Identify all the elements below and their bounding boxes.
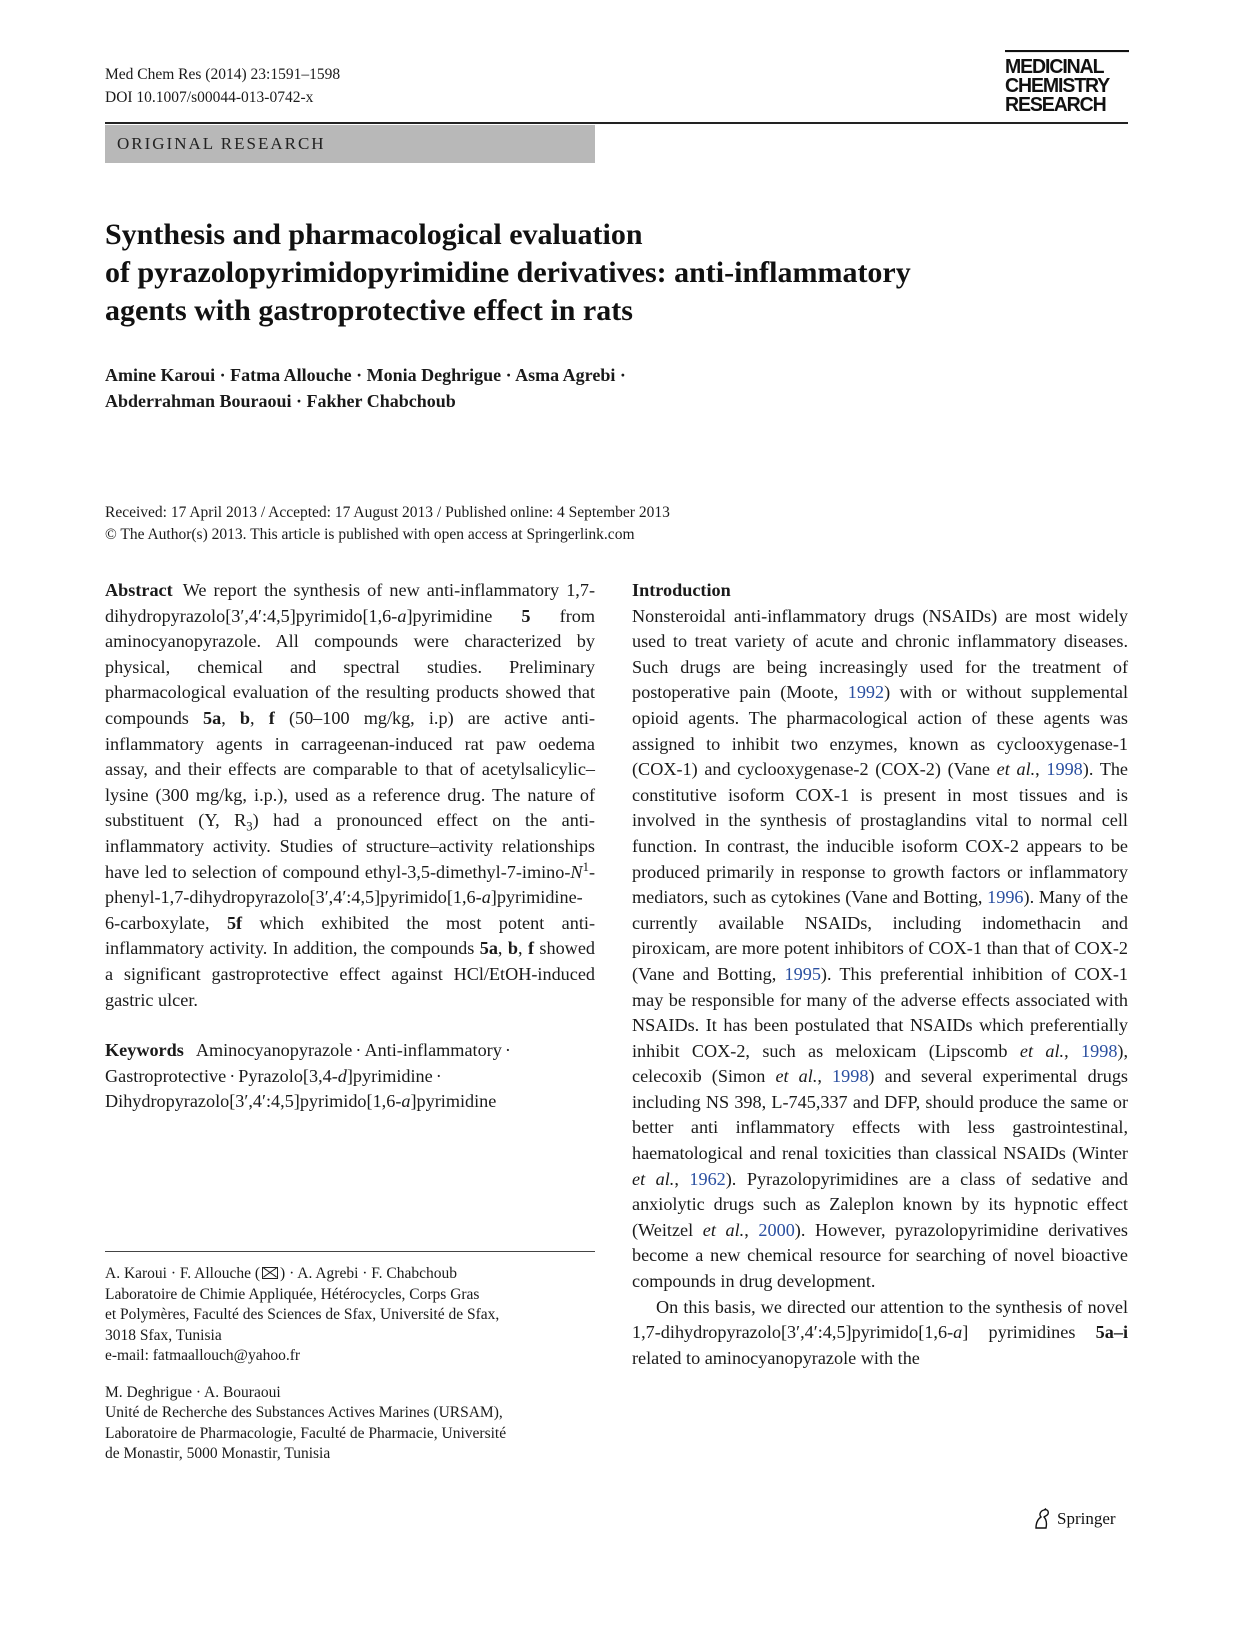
compound-label: b [239, 707, 251, 728]
springer-horse-icon [1032, 1508, 1052, 1530]
abstract-text: , [518, 938, 528, 959]
authors-line-2: Abderrahman Bouraoui · Fakher Chabchoub [105, 391, 456, 411]
compound-label: 5a [203, 707, 222, 728]
body-text: , [674, 1168, 690, 1189]
abstract-text: (50–100 mg/kg, i.p) are active anti-inflammatory agents in carrageenan-induced rat paw oedema assay, and their effects are comparable to that of acetylsalicylic–lysine (300 mg/kg, i.p.), used as a reference drug. The nature of substituent (Y, R [105, 707, 596, 831]
intro-paragraph-1 [632, 604, 1128, 1295]
article-history [105, 502, 1005, 546]
affiliation-text: A. Karoui · F. Allouche ( [105, 1265, 261, 1282]
header-rule [105, 122, 1128, 124]
abstract-text: from aminocyanopyrazole. All compounds were characterized by physical, chemical and spectral studies. Preliminary pharmacological evaluation of the resulting products showed that compounds [105, 605, 595, 728]
body-text: ). Many of the currently available NSAIDs, including indomethacin and piroxicam, are more potent inhibitors of COX-1 than that of COX-2 (Vane and Botting, [632, 887, 1129, 984]
intro-paragraph-2 [632, 1295, 1128, 1372]
citation-link[interactable]: 1998 [1081, 1040, 1118, 1061]
affiliation-text: Laboratoire de Chimie Appliquée, Hétérocycles, Corps Gras [105, 1285, 480, 1303]
body-text: ), celecoxib (Simon [632, 1040, 1129, 1087]
footnote-rule [105, 1251, 595, 1252]
logo-line-2: CHEMISTRY [1005, 74, 1110, 98]
abstract-text: N [570, 861, 583, 882]
compound-label: 5a–i [1095, 1322, 1128, 1343]
keyword: a [401, 1091, 411, 1112]
affiliation-text: de Monastir, 5000 Monastir, Tunisia [105, 1445, 331, 1462]
keywords [105, 1038, 595, 1115]
doi: DOI 10.1007/s00044-013-0742-x [105, 89, 314, 106]
body-text: a [953, 1322, 963, 1343]
corresponding-email[interactable]: e-mail: fatmaallouch@yahoo.fr [105, 1347, 301, 1364]
abstract-text: a [397, 605, 407, 626]
body-text: et al. [775, 1066, 818, 1087]
introduction-heading: Introduction [632, 580, 731, 600]
keyword: Pyrazolo[3,4- [238, 1065, 338, 1086]
affiliation-text: Unité de Recherche des Substances Actives Marines (URSAM), [105, 1404, 503, 1421]
subscript: 3 [246, 819, 253, 834]
citation-link[interactable]: 1998 [1046, 759, 1083, 780]
keyword: Anti-inflammatory [364, 1040, 502, 1061]
keyword-separator: · [355, 1040, 362, 1061]
citation-link[interactable]: 1962 [689, 1168, 726, 1189]
left-column [105, 578, 595, 1115]
keyword: Aminocyanopyrazole [195, 1040, 353, 1061]
affiliation-text: Laboratoire de Pharmacologie, Faculté de Pharmacie, Université [105, 1424, 507, 1442]
mail-icon [262, 1267, 278, 1279]
abstract-text: , [221, 707, 240, 728]
compound-label: 5a [479, 938, 498, 959]
abstract-text: , [250, 707, 269, 728]
body-text: On this basis, we directed our attention to the synthesis of novel 1,7-dihydropyrazolo[3′,4′:4,5]pyrimido[1,6- [632, 1296, 1128, 1343]
body-text: et al. [702, 1219, 745, 1240]
body-text: et al. [996, 759, 1036, 780]
abstract-text: , [497, 938, 508, 959]
body-text: ). However, pyrazolopyrimidine derivatives become a new chemical resource for searching of novel bioactive compounds in drug development. [632, 1219, 1128, 1292]
compound-label: f [268, 707, 275, 728]
body-text: , [744, 1219, 759, 1240]
body-text: ). The constitutive isoform COX-1 is present in most tissues and is involved in the synthesis of prostaglandins vital to normal cell function. In contrast, the inducible isoform COX-2 appears to be produced primarily in response to growth factors or inflammatory mediators, such as cytokines (Vane and Botting, [632, 759, 1128, 908]
affiliation-text: ) · A. Agrebi · F. Chabchoub [280, 1265, 458, 1282]
affiliations [105, 1264, 595, 1465]
abstract-text: a [481, 887, 491, 908]
citation-link[interactable]: 1992 [847, 682, 885, 703]
body-text: Nonsteroidal anti-inflammatory drugs (NSAIDs) are most widely used to treat variety of acute and chronic inflammatory diseases. Such drugs are being increasingly used for the treatment of postoperative pain (Moote, [632, 605, 1128, 703]
abstract-text: -phenyl-1,7-dihydropyrazolo[3′,4′:4,5]pyrimido[1,6- [105, 861, 595, 908]
keyword: Gastroprotective [105, 1065, 227, 1086]
journal-logo [1005, 50, 1129, 117]
body-text: ] pyrimidines [962, 1322, 1096, 1343]
logo-line-1: MEDICINAL [1005, 55, 1104, 79]
compound-label: f [527, 938, 535, 959]
compound-label: b [507, 938, 518, 959]
author-list [105, 362, 1005, 414]
title-line-1: Synthesis and pharmacological evaluation [105, 218, 643, 251]
keyword-separator: · [435, 1065, 442, 1086]
body-text: ) and several experimental drugs including NS 398, L-745,337 and DFP, should produce the same or better anti inflammatory effects with less gastrointestinal, haematological and renal toxicities than classical NSAIDs (Winter [632, 1066, 1129, 1164]
body-text: ). Pyrazolopyrimidines are a class of sedative and anxiolytic drugs such as Zaleplon known by its hypnotic effect (Weitzel [632, 1168, 1128, 1240]
article-title [105, 216, 1105, 330]
body-text: related to aminocyanopyrazole with the [632, 1347, 920, 1368]
affiliation-names: M. Deghrigue · A. Bouraoui [105, 1383, 281, 1401]
abstract-text: ]pyrimidine [406, 605, 522, 626]
superscript: 1 [582, 859, 589, 874]
title-line-3: agents with gastroprotective effect in rats [105, 294, 633, 327]
body-text: ) with or without supplemental opioid agents. The pharmacological action of these agents was assigned to inhibit two enzymes, known as cyclooxygenase-1 (COX-1) and cyclooxygenase-2 (COX-2) (Vane [632, 682, 1128, 780]
citation-link[interactable]: 1996 [987, 887, 1024, 908]
section-label: ORIGINAL RESEARCH [117, 134, 326, 153]
citation-link[interactable]: 1998 [832, 1066, 869, 1087]
citation-link[interactable]: 1995 [784, 963, 821, 984]
keyword: ]pyrimidine [346, 1065, 433, 1086]
keywords-heading: Keywords [105, 1040, 184, 1061]
body-text: , [1064, 1040, 1082, 1061]
title-line-2: of pyrazolopyrimidopyrimidine derivatives: anti-inflammatory [105, 256, 911, 289]
authors-line-1: Amine Karoui · Fatma Allouche · Monia Deghrigue · Asma Agrebi · [105, 365, 626, 385]
right-column [632, 578, 1128, 1371]
keyword: d [337, 1065, 347, 1086]
affiliation-names [105, 1264, 595, 1285]
keyword: Dihydropyrazolo[3′,4′:4,5]pyrimido[1,6- [105, 1091, 402, 1112]
publication-dates: Received: 17 April 2013 / Accepted: 17 August 2013 / Published online: 4 September 2013 [105, 504, 670, 521]
license-statement: © The Author(s) 2013. This article is published with open access at Springerlink.com [105, 526, 635, 543]
abstract-text: ) had a pronounced effect on the anti-inflammatory activity. Studies of structure–activity relationships have led to selection of compound ethyl-3,5-dimethyl-7-imino- [105, 810, 595, 882]
section-label-bar [105, 125, 595, 163]
affiliation-text: 3018 Sfax, Tunisia [105, 1326, 222, 1344]
keyword: ]pyrimidine [410, 1091, 497, 1112]
body-text: et al. [1019, 1040, 1065, 1061]
body-text: et al. [632, 1168, 675, 1189]
body-text: ). This preferential inhibition of COX-1 may be responsible for many of the adverse effects associated with NSAIDs. It has been postulated that NSAIDs which preferentially inhibit COX-2, such as meloxicam (Lipscomb [632, 963, 1128, 1061]
abstract [105, 578, 595, 1013]
logo-line-3: RESEARCH [1005, 93, 1106, 117]
compound-label: 5f [226, 912, 243, 933]
body-text: , [817, 1066, 833, 1087]
keyword-separator: · [504, 1040, 511, 1061]
body-text: , [1035, 759, 1047, 780]
abstract-text: which exhibited the most potent anti-inflammatory activity. In addition, the compounds [105, 912, 595, 959]
publisher-name: Springer [1057, 1509, 1116, 1528]
compound-label: 5 [521, 605, 531, 626]
citation-link[interactable]: 2000 [758, 1219, 795, 1240]
abstract-heading: Abstract [105, 580, 173, 600]
abstract-text: We report the synthesis of new anti-inflammatory 1,7-dihydropyrazolo[3′,4′:4,5]pyrimido[1,6- [105, 580, 595, 626]
abstract-text: showed a significant gastroprotective effect against HCl/EtOH-induced gastric ulcer. [105, 938, 595, 1010]
affiliation-text: et Polymères, Faculté des Sciences de Sfax, Université de Sfax, [105, 1306, 500, 1323]
journal-citation: Med Chem Res (2014) 23:1591–1598 [105, 66, 341, 83]
abstract-text: ]pyrimidine-6-carboxylate, [105, 887, 583, 933]
springer-logo [1032, 1508, 1116, 1530]
keyword-separator: · [229, 1065, 236, 1086]
